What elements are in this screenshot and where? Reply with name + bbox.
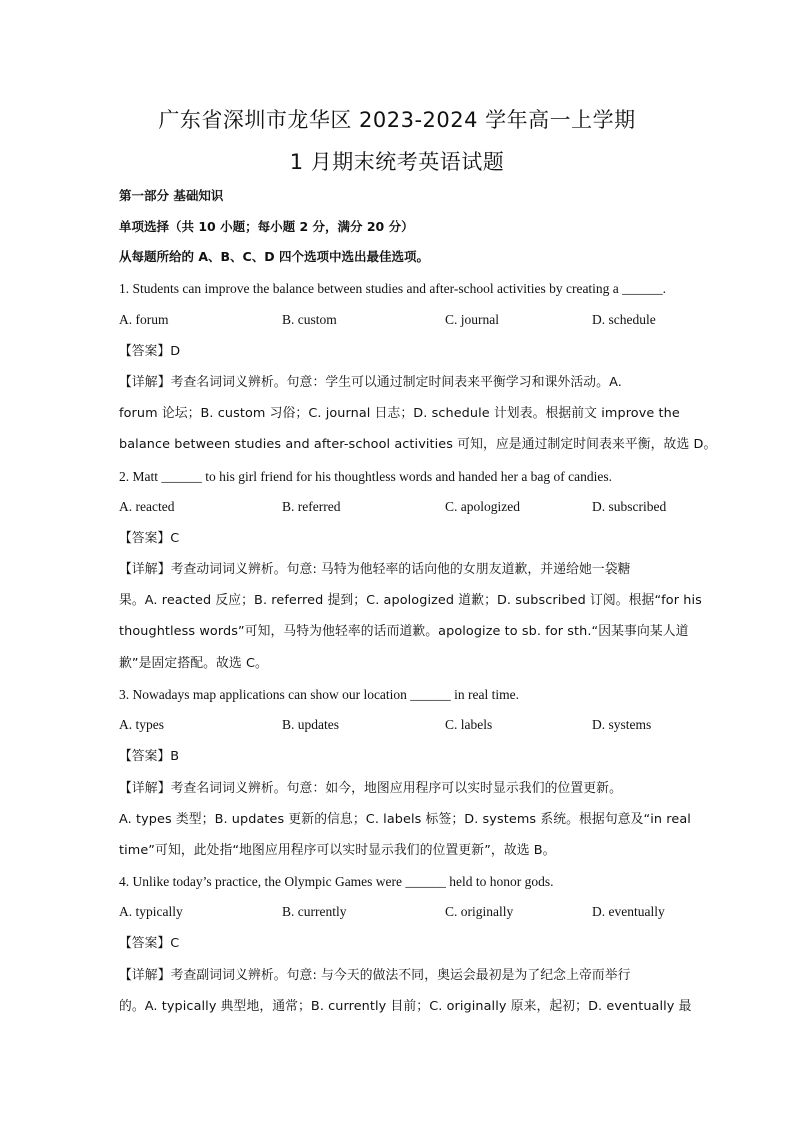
- option-d: D. systems: [592, 717, 652, 732]
- document-title-line1: 广东省深圳市龙华区 2023-2024 学年高一上学期: [158, 108, 636, 132]
- explanation-line: time”可知，此处指“地图应用程序可以实时显示我们的位置更新”，故选 B。: [119, 843, 556, 858]
- option-b: B. currently: [282, 904, 347, 919]
- instruction-text: 从每题所给的 A、B、C、D 四个选项中选出最佳选项。: [119, 249, 429, 264]
- question-stem: 1. Students can improve the balance between studies and after-school activities by creating a ______.: [119, 281, 667, 296]
- option-a: A. types: [119, 717, 164, 732]
- section-heading: 单项选择（共 10 小题；每小题 2 分，满分 20 分）: [119, 219, 414, 234]
- option-d: D. subscribed: [592, 499, 667, 514]
- explanation-line: forum 论坛；B. custom 习俗；C. journal 日志；D. schedule 计划表。根据前文 improve the: [119, 406, 680, 421]
- option-c: C. apologized: [445, 499, 520, 514]
- explanation-line: 果。A. reacted 反应；B. referred 提到；C. apologized 道歉；D. subscribed 订阅。根据“for his: [119, 593, 702, 608]
- explanation-line: balance between studies and after-school activities 可知，应是通过制定时间表来平衡，故选 D。: [119, 437, 717, 452]
- explanation-line: A. types 类型；B. updates 更新的信息；C. labels 标签；D. systems 系统。根据句意及“in real: [119, 812, 691, 827]
- option-b: B. custom: [282, 312, 337, 327]
- option-d: D. eventually: [592, 904, 665, 919]
- option-b: B. updates: [282, 717, 339, 732]
- part-heading: 第一部分 基础知识: [119, 188, 224, 203]
- question-stem: 2. Matt ______ to his girl friend for his thoughtless words and handed her a bag of candies.: [119, 469, 613, 484]
- answer-label: 【答案】D: [119, 344, 181, 359]
- option-c: C. originally: [445, 904, 514, 919]
- question-stem: 3. Nowadays map applications can show our location ______ in real time.: [119, 687, 520, 702]
- option-d: D. schedule: [592, 312, 656, 327]
- option-c: C. labels: [445, 717, 493, 732]
- option-a: A. reacted: [119, 499, 175, 514]
- option-c: C. journal: [445, 312, 499, 327]
- explanation-line: 歉”是固定搭配。故选 C。: [119, 656, 268, 671]
- explanation-line: 【详解】考查动词词义辨析。句意: 马特为他轻率的话向他的女朋友道歉，并递给她一袋糖: [119, 562, 631, 577]
- explanation-line: 【详解】考查名词词义辨析。句意：学生可以通过制定时间表来平衡学习和课外活动。A.: [119, 375, 622, 390]
- option-a: A. forum: [119, 312, 169, 327]
- answer-label: 【答案】C: [119, 531, 180, 546]
- explanation-line: 【详解】考查名词词义辨析。句意：如今，地图应用程序可以实时显示我们的位置更新。: [119, 781, 622, 796]
- answer-label: 【答案】B: [119, 749, 179, 764]
- answer-label: 【答案】C: [119, 936, 180, 951]
- explanation-line: 【详解】考查副词词义辨析。句意: 与今天的做法不同，奥运会最初是为了纪念上帝而举行: [119, 968, 631, 983]
- explanation-line: 的。A. typically 典型地，通常；B. currently 目前；C. originally 原来，起初；D. eventually 最: [119, 999, 692, 1014]
- document-title-line2: 1 月期末统考英语试题: [289, 150, 505, 174]
- explanation-line: thoughtless words”可知，马特为他轻率的话而道歉。apologize to sb. for sth.“因某事向某人道: [119, 624, 689, 639]
- option-b: B. referred: [282, 499, 341, 514]
- option-a: A. typically: [119, 904, 183, 919]
- question-stem: 4. Unlike today’s practice, the Olympic Games were ______ held to honor gods.: [119, 874, 554, 889]
